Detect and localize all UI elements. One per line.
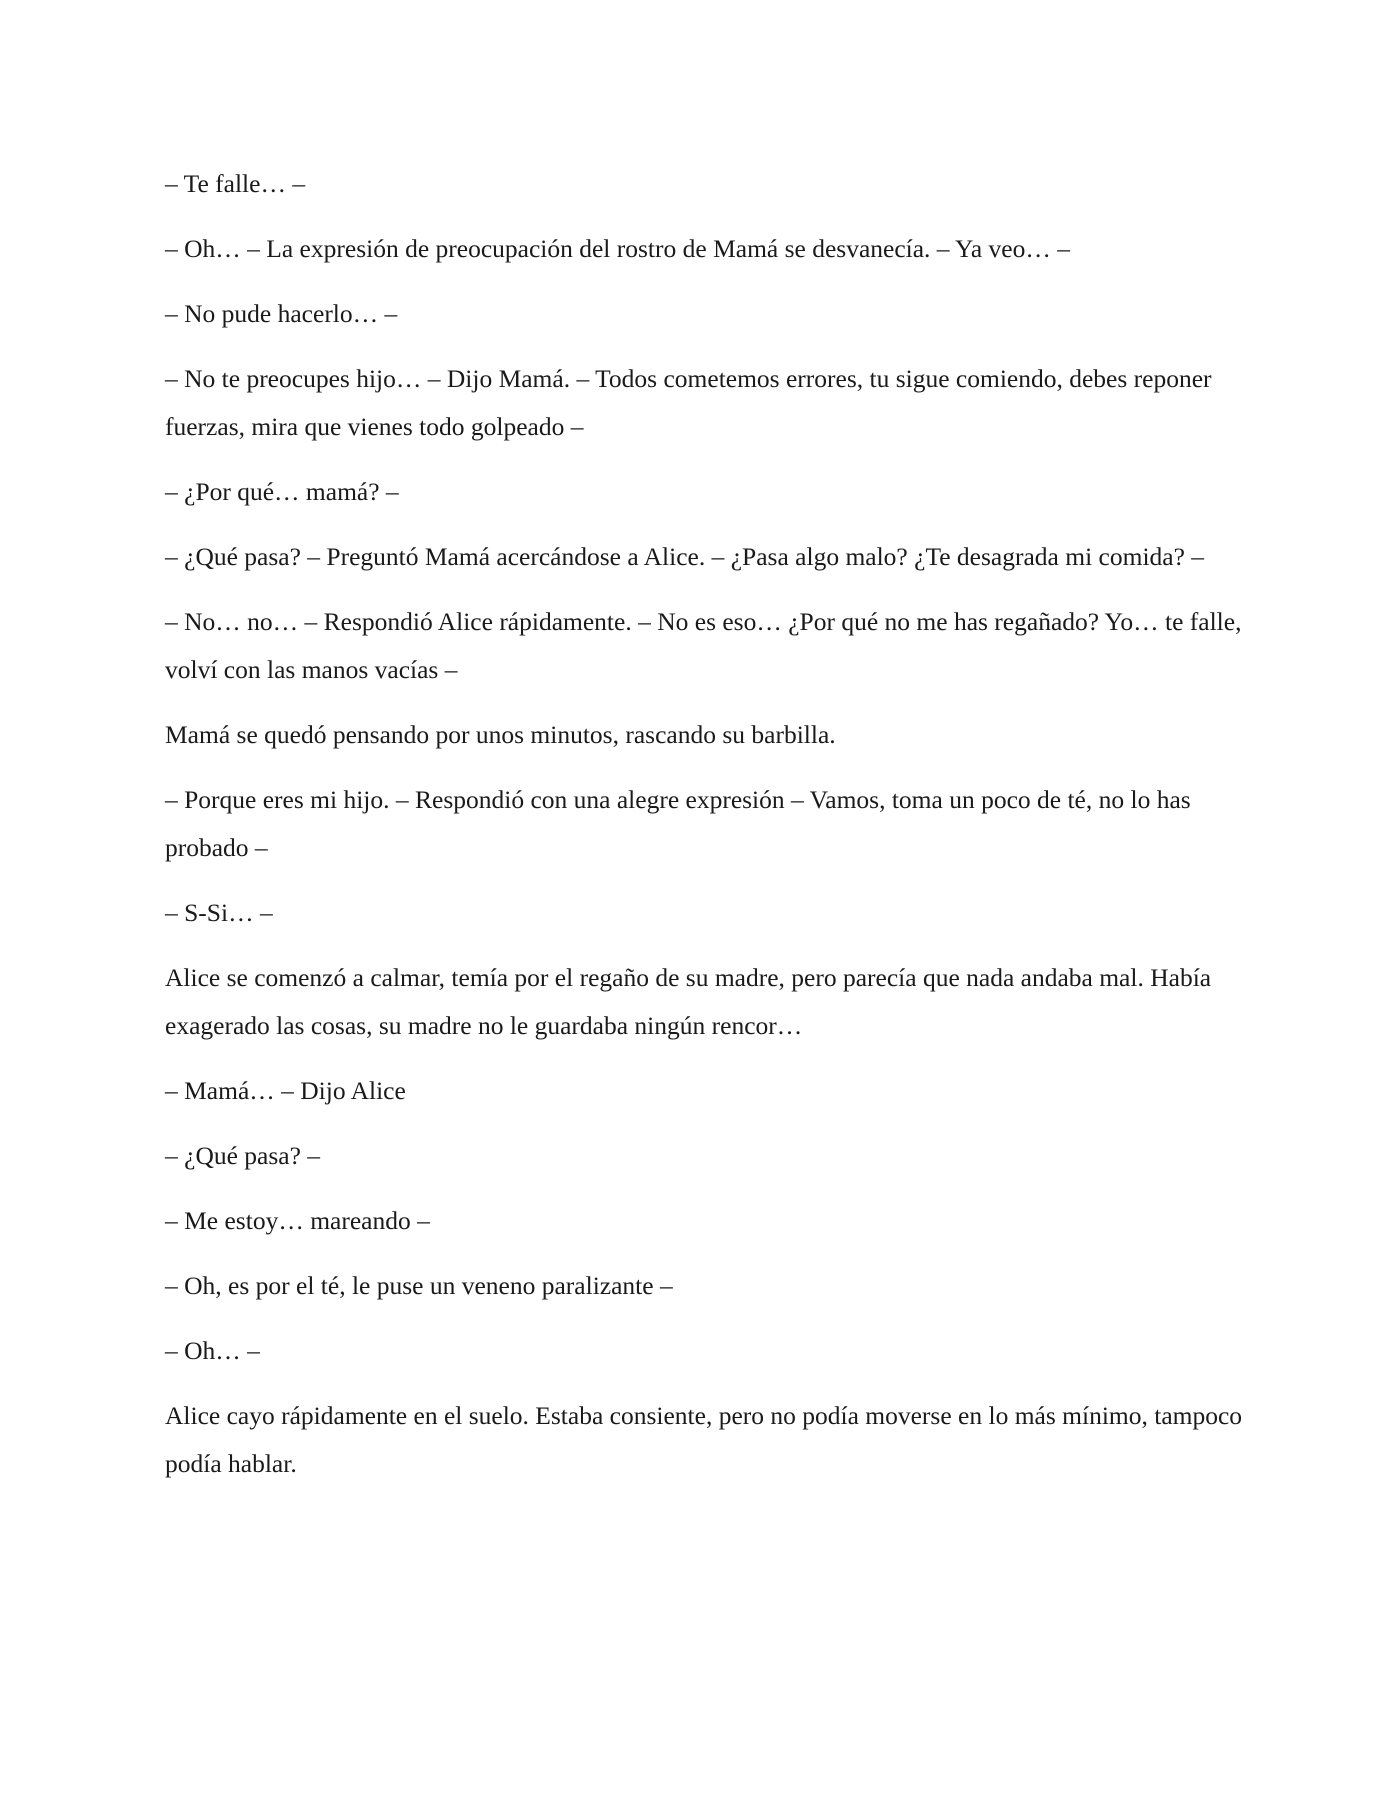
- paragraph: – Porque eres mi hijo. – Respondió con una alegre expresión – Vamos, toma un poco de té, no lo has probado –: [165, 785, 1191, 862]
- paragraph: Mamá se quedó pensando por unos minutos, rascando su barbilla.: [165, 720, 836, 749]
- paragraph: – Te falle… –: [165, 169, 306, 198]
- paragraph: – Me estoy… mareando –: [165, 1206, 430, 1235]
- paragraph: – ¿Qué pasa? –: [165, 1141, 321, 1170]
- paragraph: – ¿Por qué… mamá? –: [165, 477, 399, 506]
- paragraph: – ¿Qué pasa? – Preguntó Mamá acercándose a Alice. – ¿Pasa algo malo? ¿Te desagrada mi comida? –: [165, 542, 1205, 571]
- paragraph: – No… no… – Respondió Alice rápidamente. – No es eso… ¿Por qué no me has regañado? Yo… te falle, volví con las manos vacías –: [165, 607, 1242, 684]
- paragraph: – No te preocupes hijo… – Dijo Mamá. – Todos cometemos errores, tu sigue comiendo, debes reponer fuerzas, mira que vienes todo golpeado –: [165, 364, 1212, 441]
- paragraph: Alice se comenzó a calmar, temía por el regaño de su madre, pero parecía que nada andaba mal. Había exagerado las cosas, su madre no le guardaba ningún rencor…: [165, 963, 1212, 1040]
- paragraph: – Oh… – La expresión de preocupación del rostro de Mamá se desvanecía. – Ya veo… –: [165, 234, 1070, 263]
- paragraph: – No pude hacerlo… –: [165, 299, 398, 328]
- paragraph: Alice cayo rápidamente en el suelo. Estaba consiente, pero no podía moverse en lo más mínimo, tampoco podía hablar.: [165, 1401, 1243, 1478]
- document-body: [165, 160, 1245, 1505]
- paragraph: – Mamá… – Dijo Alice: [165, 1076, 406, 1105]
- paragraph: – Oh, es por el té, le puse un veneno paralizante –: [165, 1271, 673, 1300]
- paragraph: – Oh… –: [165, 1336, 260, 1365]
- paragraph: – S-Si… –: [165, 898, 273, 927]
